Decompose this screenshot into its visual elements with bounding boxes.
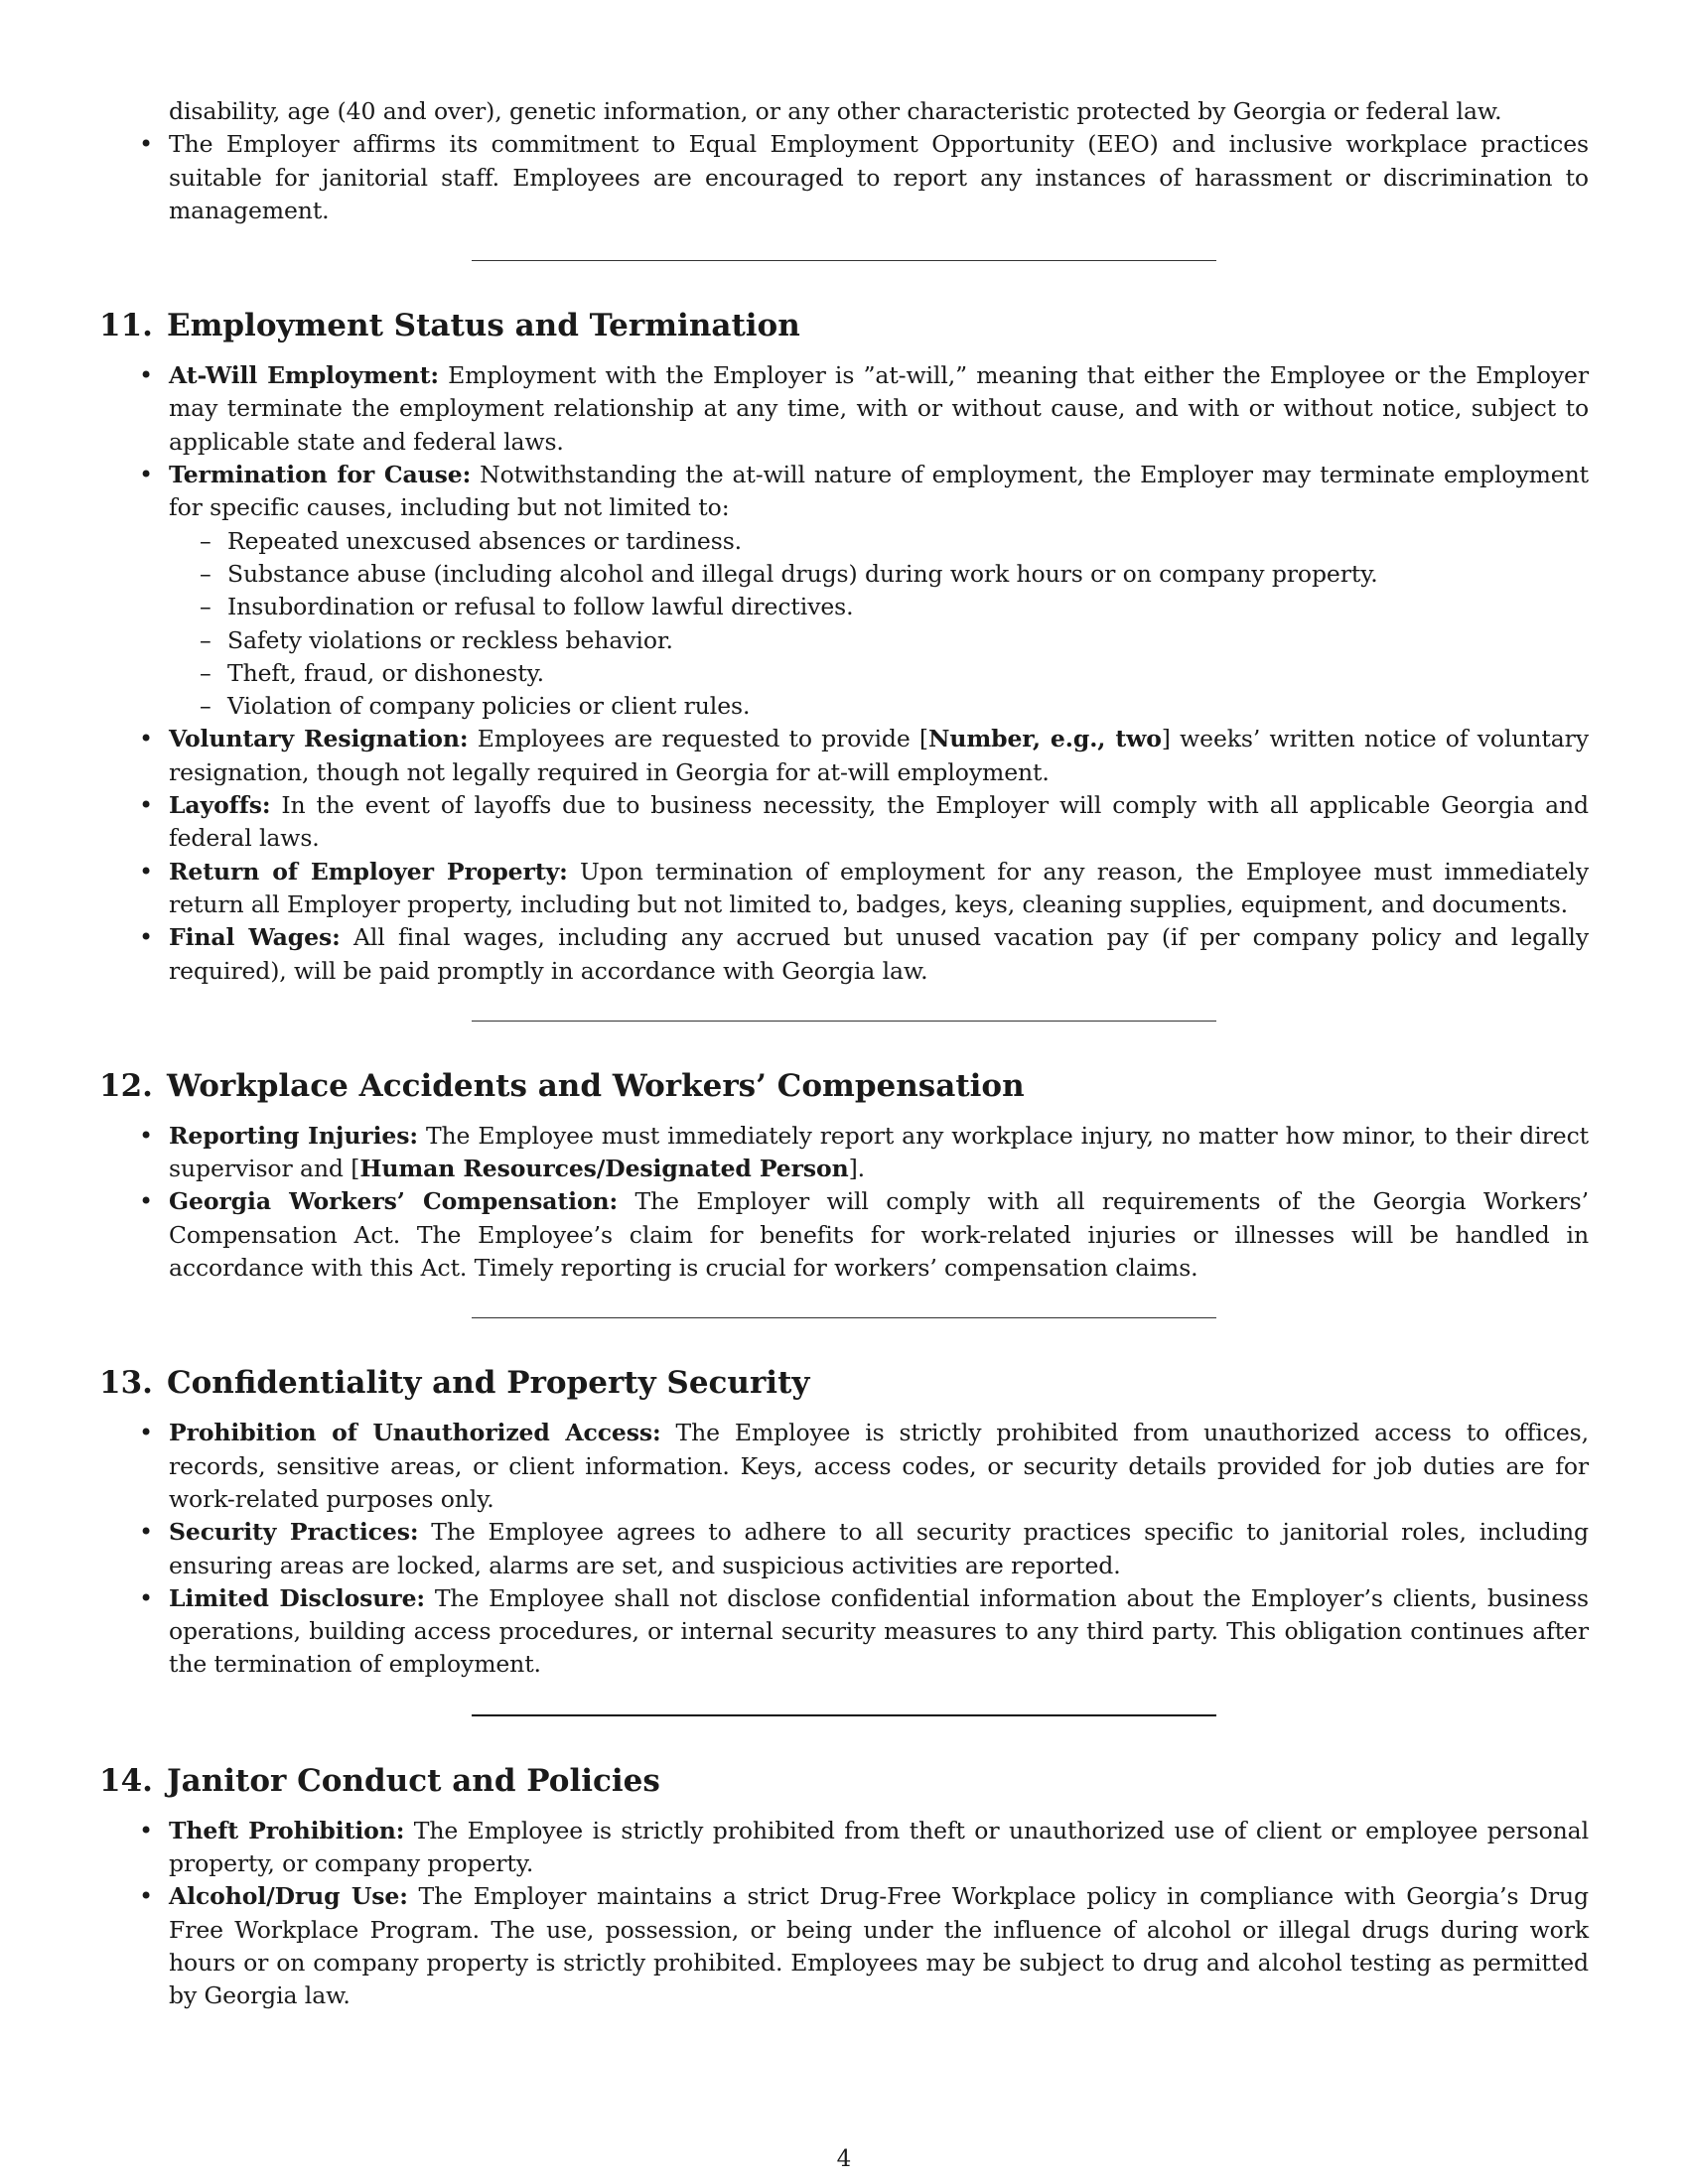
item-label: Theft Prohibition: [169,1816,405,1844]
section-14-list [99,1815,1589,2013]
list-item-workers-compensation [99,1185,1589,1285]
continuation-text: disability, age (40 and over), genetic information, or any other characteristic protected by Georgia or federal law. [169,97,1502,125]
sublist-item: – Insubordination or refusal to follow lawful directives. [169,591,1589,623]
item-text: All final wages, including any accrued but unused vacation pay (if per company policy and legally required), will be paid promptly in accordance with Georgia law. [169,923,1589,985]
item-text: The Employee shall not disclose confidential information about the Employer’s clients, business operations, building access procedures, or internal security measures to any third party. This obligation continues after the termination of employment. [169,1583,1589,1679]
section-title: Janitor Conduct and Policies [166,1762,660,1799]
list-item-security-practices [99,1516,1589,1582]
section-heading-13 [99,1363,1589,1403]
item-text: Notwithstanding the at-will nature of employment, the Employer may terminate employment for specific causes, including but not limited to: [169,461,1589,522]
sublist-item: – Repeated unexcused absences or tardiness. [169,525,1589,558]
item-text: The Employee agrees to adhere to all security practices specific to janitorial roles, including ensuring areas are locked, alarms are set, and suspicious activities are reported. [169,1518,1589,1579]
section-divider [472,1714,1216,1716]
list-item-limited-disclosure [99,1582,1589,1682]
eeo-text: The Employer affirms its commitment to Equal Employment Opportunity (EEO) and inclusive workplace practices suitable for janitorial staff. Employees are encouraged to report any instances of harassment or discrimination to management. [169,130,1589,224]
item-label: Georgia Workers’ Compensation: [169,1187,619,1216]
list-item-final-wages [99,921,1589,988]
item-text: The Employee must immediately report any workplace injury, no matter how minor, to their direct supervisor and [ [169,1121,1589,1183]
section-title: Employment Status and Termination [166,308,800,344]
item-label: Return of Employer Property: [169,857,568,886]
list-item-layoffs [99,789,1589,856]
item-text: The Employee is strictly prohibited from theft or unauthorized use of client or employee personal property, or company property. [169,1816,1589,1877]
sublist-item: – Safety violations or reckless behavior. [169,624,1589,657]
section-13-list [99,1417,1589,1681]
list-item-reporting-injuries [99,1120,1589,1186]
item-text: Employment with the Employer is ”at-will,” meaning that either the Employee or the Employer may terminate the employment relationship at any time, with or without cause, and with or without notice, subject to applicable state and federal laws. [169,361,1589,456]
item-label: Voluntary Resignation: [169,725,469,753]
list-item-at-will [99,359,1589,459]
sublist-item: – Theft, fraud, or dishonesty. [169,657,1589,690]
causes-sublist [169,525,1589,724]
item-label: Prohibition of Unauthorized Access: [169,1419,661,1447]
list-item-return-property [99,856,1589,922]
item-text: Employees are requested to provide [ [468,725,928,753]
item-text: The Employer will comply with all requirements of the Georgia Workers’ Compensation Act. The Employee’s claim for benefits for work-related injuries or illnesses will be handled in accordance with this Act. Timely reporting is crucial for workers’ compensation claims. [169,1187,1590,1283]
list-item-theft-prohibition [99,1815,1589,1881]
placeholder-text: Human Resources/Designated Person [359,1155,849,1183]
item-text: In the event of layoffs due to business necessity, the Employer will comply with all applicable Georgia and federal laws. [169,791,1589,853]
document-page [99,95,1589,2012]
page-number: 4 [836,2146,852,2172]
list-item-continuation [99,95,1589,128]
section-title: Workplace Accidents and Workers’ Compensation [166,1067,1025,1104]
section-number: 11. [99,308,153,344]
item-text: The Employee is strictly prohibited from unauthorized access to offices, records, sensitive areas, or client information. Keys, access codes, or security details provided for job duties are for work-related purposes only. [169,1419,1589,1513]
section-divider [472,260,1216,261]
list-item-eeo [99,128,1589,227]
item-text: Upon termination of employment for any reason, the Employee must immediately return all Employer property, including but not limited to, badges, keys, cleaning supplies, equipment, and documents. [169,857,1589,918]
section-heading-14 [99,1761,1589,1801]
section-title: Confidentiality and Property Security [166,1365,810,1402]
section-number: 13. [99,1365,153,1402]
list-item-termination-for-cause [99,459,1589,723]
section-divider [472,1317,1216,1318]
list-item-unauthorized-access [99,1417,1589,1516]
item-label: Reporting Injuries: [169,1121,418,1150]
placeholder-text: Number, e.g., two [927,725,1162,753]
item-label: Final Wages: [169,923,341,952]
section-12-list [99,1120,1589,1285]
sublist-item: – Violation of company policies or client rules. [169,690,1589,723]
section-heading-12 [99,1066,1589,1106]
section-heading-11 [99,306,1589,345]
item-label: Security Practices: [169,1518,419,1547]
item-text: The Employer maintains a strict Drug-Free Workplace policy in compliance with Georgia’s Drug Free Workplace Program. The use, possession, or being under the influence of alcohol or illegal drugs during work hours or on company property is strictly prohibited. Employees may be subject to drug and alcohol testing as permitted by Georgia law. [169,1882,1589,2010]
item-label: Alcohol/Drug Use: [169,1882,408,1911]
section-number: 14. [99,1762,153,1799]
item-label: Layoffs: [169,791,271,820]
item-label: Limited Disclosure: [169,1583,426,1612]
list-item-voluntary-resignation [99,723,1589,789]
intro-list [99,95,1589,227]
item-label: At-Will Employment: [169,361,439,390]
item-label: Termination for Cause: [169,461,472,489]
sublist-item: – Substance abuse (including alcohol and illegal drugs) during work hours or on company property. [169,558,1589,591]
section-number: 12. [99,1067,153,1104]
section-11-list [99,359,1589,988]
section-divider [472,1021,1216,1022]
item-text: ] weeks’ written notice of voluntary resignation, though not legally required in Georgia for at-will employment. [169,725,1589,786]
item-text: ]. [848,1155,866,1183]
list-item-alcohol-drug-use [99,1880,1589,2012]
